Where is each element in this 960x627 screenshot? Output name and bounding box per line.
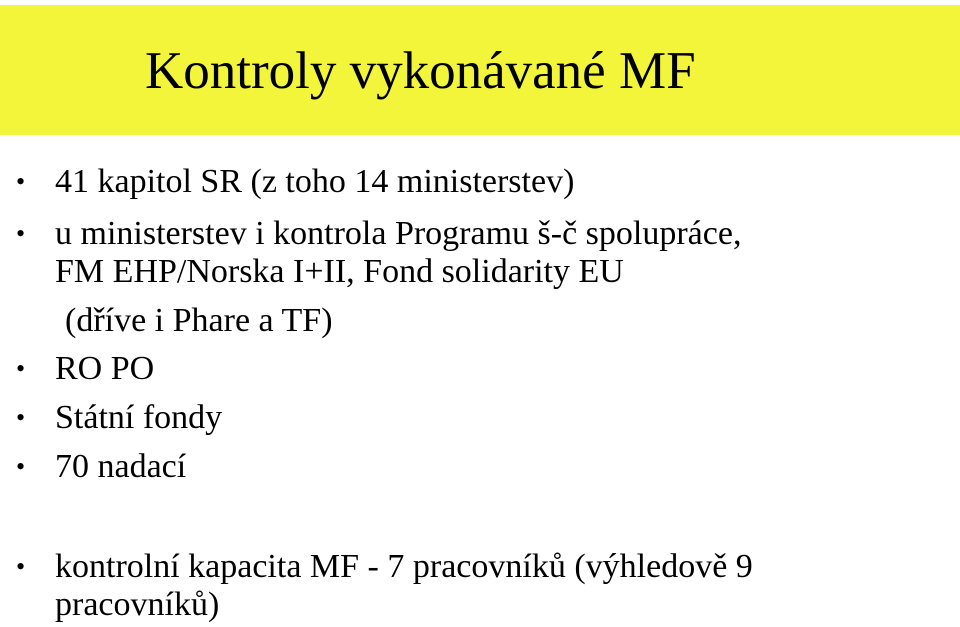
bullet-text-6-line2: pracovníků) [55, 586, 220, 623]
bullet-text-4: Státní fondy [55, 399, 223, 436]
bullet-marker-1: • [16, 167, 26, 196]
bullet-marker-5: • [16, 452, 26, 481]
bullet-text-2-line1: u ministerstev i kontrola Programu š-č spolupráce, [55, 215, 742, 252]
bullet-marker-6: • [16, 552, 26, 581]
bullet-text-3: RO PO [55, 350, 155, 387]
bullet-text-5: 70 nadací [55, 448, 187, 485]
bullet-text-1: 41 kapitol SR (z toho 14 ministerstev) [55, 163, 575, 200]
bullet-text-6-line1: kontrolní kapacita MF - 7 pracovníků (výhledově 9 [55, 548, 753, 585]
bullet-marker-2: • [16, 219, 26, 248]
bullet-text-2-line3: (dříve i Phare a TF) [65, 302, 333, 339]
bullet-text-2-line2: FM EHP/Norska I+II, Fond solidarity EU [55, 253, 624, 290]
bullet-marker-3: • [16, 354, 26, 383]
slide-title: Kontroly vykonávané MF [145, 42, 696, 100]
bullet-marker-4: • [16, 403, 26, 432]
